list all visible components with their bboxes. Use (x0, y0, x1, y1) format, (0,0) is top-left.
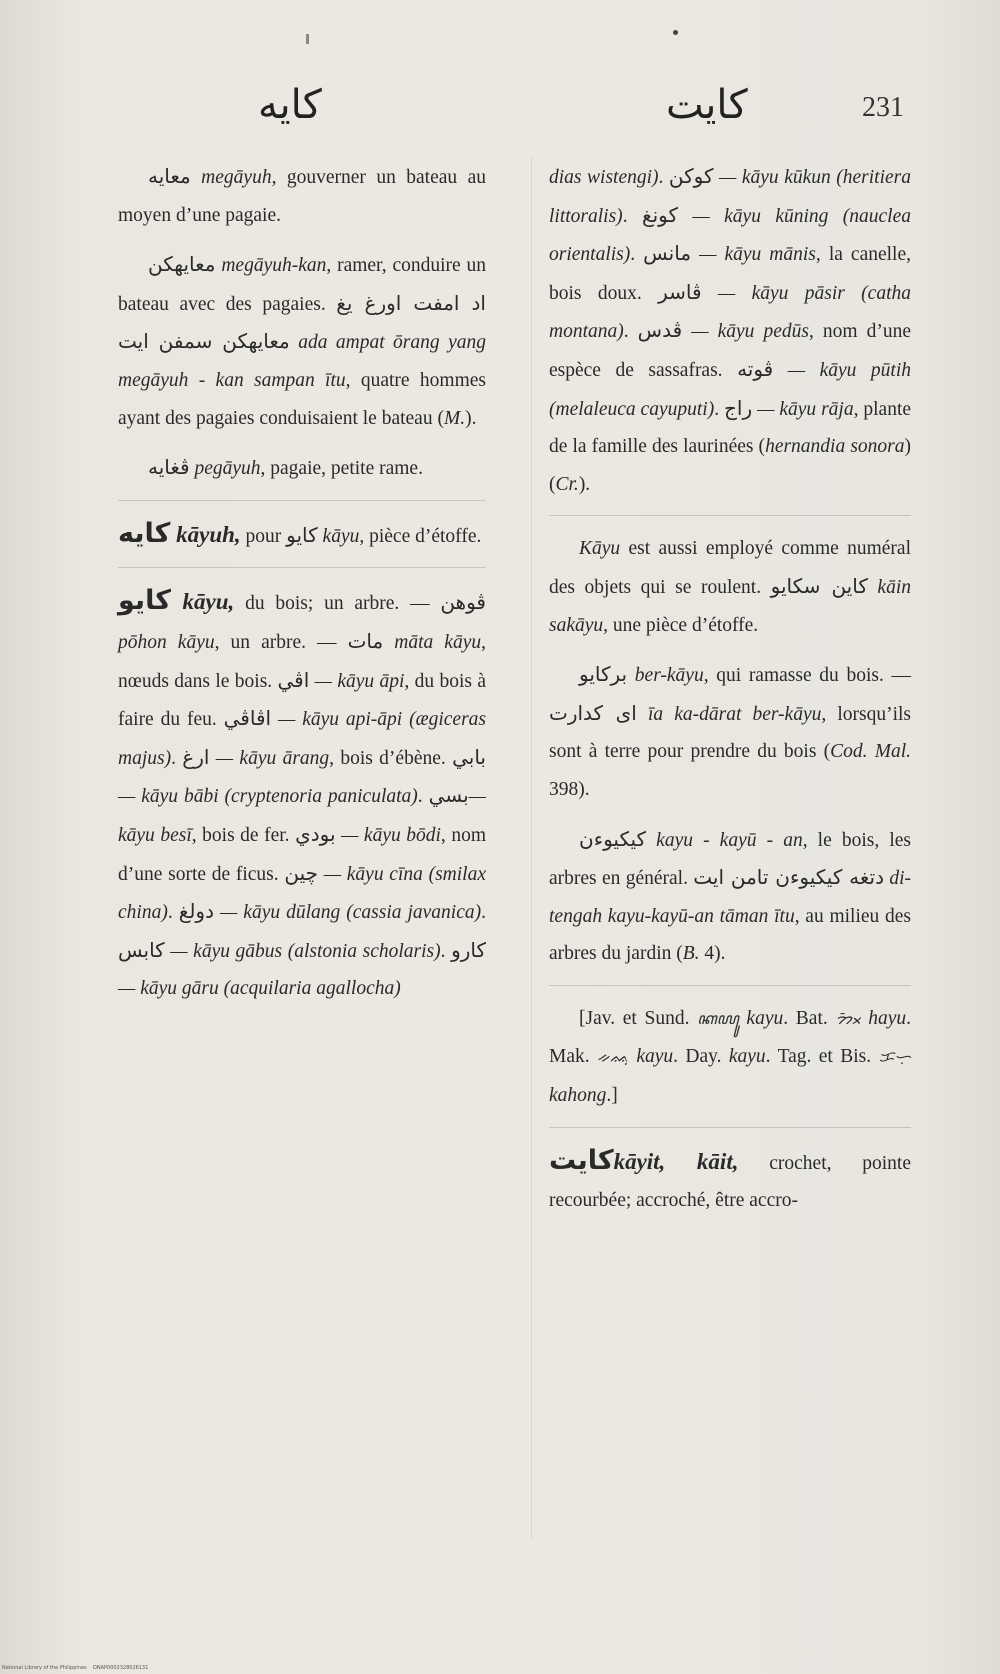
entry-kayu: كايو kāyu, du bois; un arbre. — ڤوهن pōhon kāyu, un arbre. — مات māta kāyu, nœuds dans le bois. اڤي — kāyu āpi, du bois à faire du feu. اڤاڤي — kāyu api-āpi (ægiceras majus). ارغ — kāyu ārang, bois d’ébène. بابي — kāyu bābi (cryptenoria paniculata). بسي— kāyu besī, bois de fer. بودي — kāyu bōdi, nom d’une sorte de ficus. چين — kāyu cīna (smilax china). دولغ — kāyu dūlang (cassia javanica). كابس — kāyu gābus (alstonia scholaris). كارو — kāyu gāru (acquilaria agallocha) (118, 585, 487, 1000)
entry-pegayuh: ڤغايه pegāyuh, pagaie, petite rame. (148, 455, 423, 480)
entry-kayu-numeral: Kāyu est aussi employé comme numéral des objets qui se roulent. كاين سكايو kāin sakāyu, une pièce d’étoffe. (549, 538, 912, 636)
running-head-right: كايت (666, 82, 748, 128)
entry-separator (118, 567, 486, 568)
entry-megayuh: معايه megāyuh, gouverner un bateau au moyen d’une pagaie. (118, 164, 486, 226)
page-number: 231 (862, 92, 904, 123)
scan-footer: National Library of the Philippines DNAP0002328026131 (2, 1665, 149, 1671)
entry-kayit: كايتkāyit, kāit, crochet, pointe recourbée; accroché, être accro- (549, 1144, 911, 1212)
entry-megayuh-kan: معايهكن megāyuh-kan, ramer, conduire un bateau avec des pagaies. اد امفت اورغ يغ معايهكن سمفن ايت ada ampat ōrang yang megāyuh - kan sampan ītu, quatre hommes ayant des pagaies conduisaient le bateau (M.). (118, 252, 487, 429)
entry-separator (549, 515, 911, 516)
entry-separator (549, 985, 911, 986)
entry-separator (118, 500, 486, 501)
entry-separator (549, 1127, 911, 1128)
entry-kayu-kayuan: كيكيوءن kayu - kayū - an, le bois, les arbres en général. دتغه كيكيوءن تامن ايت di-tengah kayu-kayū-an tāman ītu, au milieu des arbres du jardin (B. 4). (549, 826, 911, 965)
running-head-left: كايه (258, 82, 322, 128)
right-column (549, 158, 911, 1232)
entry-kayu-cont: dias wistengi). كوكن — kāyu kūkun (heritiera littoralis). كونغ — kāyu kūning (nauclea orientalis). مانس — kāyu mānis, la canelle, bois doux. ڤاسر — kāyu pāsir (catha montana). ڤدس — kāyu pedūs, nom d’une espèce de sassafras. ڤوته — kāyu pūtih (melaleuca cayuputi). راج — kāyu rāja, plante de la famille des laurinées (hernandia sonora) (Cr.). (549, 164, 912, 495)
entry-kayuh: كايه kāyuh, pour كايو kāyu, pièce d’étoffe. (118, 517, 482, 549)
column-divider (531, 158, 532, 1538)
entry-ber-kayu: بركايو ber-kāyu, qui ramasse du bois. — اى كدارت īa ka-dārat ber-kāyu, lorsqu’ils sont à terre pour prendre du bois (Cod. Mal. 398). (549, 662, 912, 800)
ink-dot (673, 30, 678, 35)
print-mark (306, 34, 309, 44)
left-column (118, 158, 486, 1020)
cognates-note: [Jav. et Sund. ꦏꦪꦸ kayu. Bat. ᯂᯩᯬ hayu. Mak. ᨀᨐᨘ kayu. Day. kayu. Tag. et Bis. ᜃᜑᜓ kahong.] (549, 1007, 911, 1107)
